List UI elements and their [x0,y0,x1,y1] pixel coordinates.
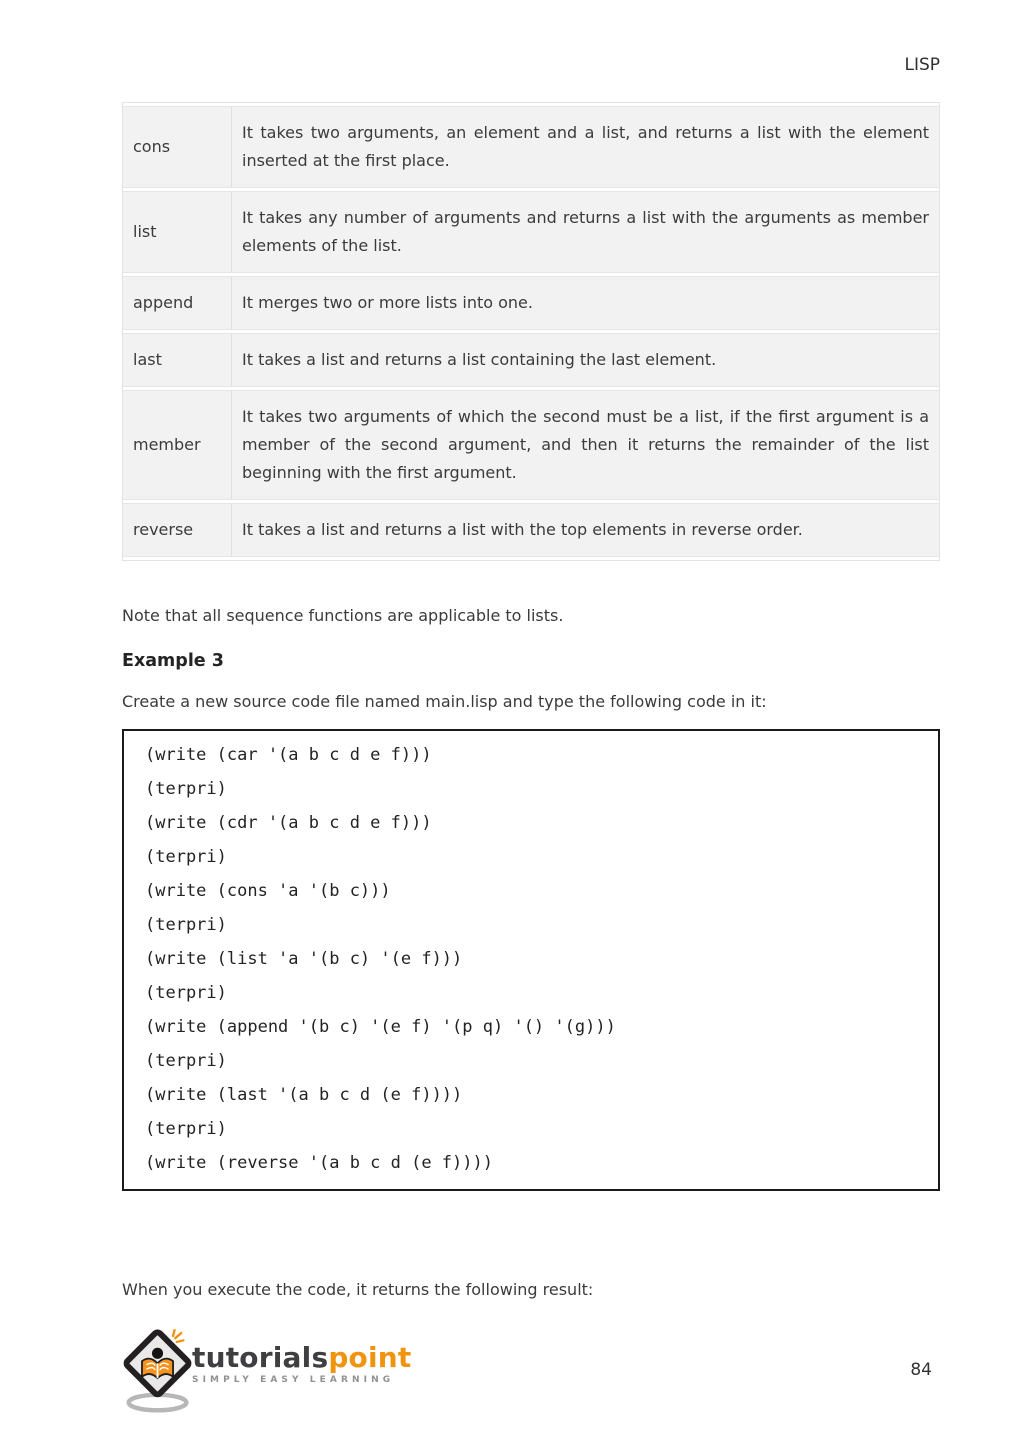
code-line: (terpri) [145,847,227,867]
code-line: (terpri) [145,915,227,935]
function-description-cell: It takes a list and returns a list containing the last element. [232,333,939,387]
tutorialspoint-logo-icon [122,1325,196,1415]
function-name-cell: append [123,276,232,330]
note-paragraph: Note that all sequence functions are applicable to lists. [122,606,564,625]
function-description-cell: It takes any number of arguments and returns a list with the arguments as member elements of the list. [232,191,939,273]
code-block [122,729,940,1191]
function-name-cell: list [123,191,232,273]
code-line: (write (last '(a b c d (e f)))) [145,1085,463,1105]
function-name-cell: member [123,390,232,500]
code-lines [145,738,920,1180]
create-instruction-paragraph: Create a new source code file named main.lisp and type the following code in it: [122,692,767,711]
function-name-cell: cons [123,106,232,188]
function-description-cell: It merges two or more lists into one. [232,276,939,330]
function-name-cell: last [123,333,232,387]
code-line: (write (append '(b c) '(e f) '(p q) '() '(g))) [145,1017,616,1037]
example-heading: Example 3 [122,651,224,671]
tutorialspoint-logo [122,1325,412,1415]
table-row [123,106,939,188]
table-row [123,333,939,387]
logo-text [192,1340,412,1385]
code-line: (write (reverse '(a b c d (e f)))) [145,1153,493,1173]
logo-title-point: point [328,1340,412,1374]
page-header [122,54,940,76]
code-line: (write (list 'a '(b c) '(e f))) [145,949,463,969]
execute-note-paragraph: When you execute the code, it returns the following result: [122,1280,594,1299]
header-title: LISP [904,55,940,75]
functions-table-grid [123,103,939,560]
table-row [123,191,939,273]
logo-title [192,1340,412,1374]
code-line: (write (car '(a b c d e f))) [145,745,432,765]
code-line: (write (cons 'a '(b c))) [145,881,391,901]
page-footer [122,1322,940,1418]
logo-title-tutorials: tutorials [192,1340,329,1374]
functions-table [122,102,940,561]
page-number: 84 [910,1360,932,1380]
code-line: (terpri) [145,1119,227,1139]
code-line: (terpri) [145,779,227,799]
logo-subtitle: SIMPLY EASY LEARNING [192,1374,395,1385]
code-line: (terpri) [145,983,227,1003]
table-row [123,276,939,330]
function-description-cell: It takes two arguments, an element and a list, and returns a list with the element inserted at the first place. [232,106,939,188]
table-row [123,390,939,500]
table-row [123,503,939,557]
function-description-cell: It takes two arguments of which the second must be a list, if the first argument is a member of the second argument, and then it returns the remainder of the list beginning with the first argument. [232,390,939,500]
function-name-cell: reverse [123,503,232,557]
code-line: (terpri) [145,1051,227,1071]
function-description-cell: It takes a list and returns a list with the top elements in reverse order. [232,503,939,557]
code-line: (write (cdr '(a b c d e f))) [145,813,432,833]
